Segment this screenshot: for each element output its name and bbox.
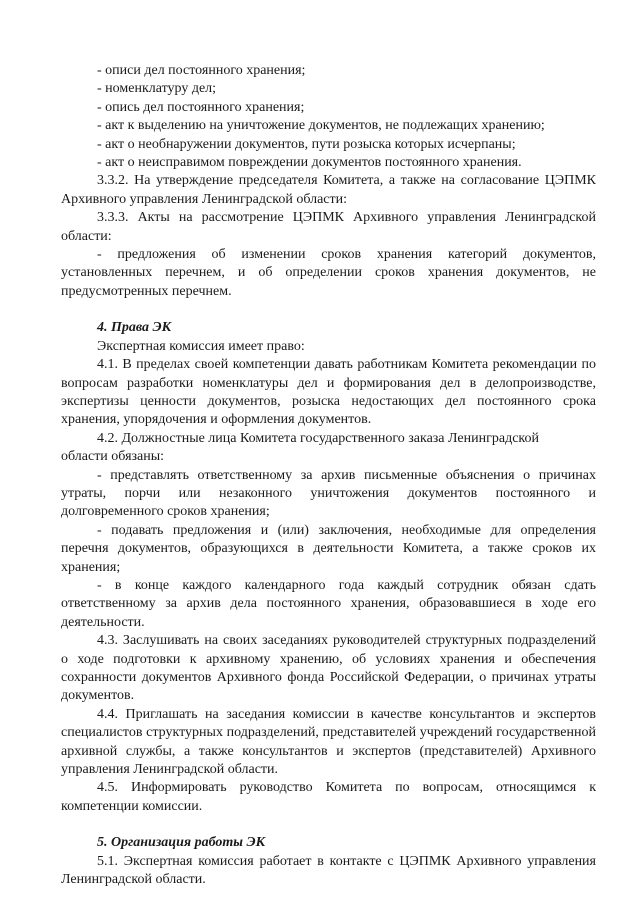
document-list bbox=[61, 62, 596, 172]
section-4-intro: Экспертная комиссия имеет право: bbox=[97, 338, 305, 354]
paragraph-4-4: 4.4. Приглашать на заседания комиссии в качестве консультантов и экспертов специалистов структурных подразделений, представителей учреждений государственной архивной службы, а также консультантов и экспертов (представителей) Архивного управления Ленинградской области. bbox=[61, 706, 596, 778]
paragraph-4-2-item-2: - подавать предложения и (или) заключения, необходимые для определения перечня документов, образующихся в деятельности Комитета, а также сроков их хранения; bbox=[61, 522, 596, 575]
paragraph-3-3-2: 3.3.2. На утверждение председателя Комитета, а также на согласование ЦЭПМК Архивного управления Ленинградской области: bbox=[61, 173, 596, 207]
list-item: - номенклатуру дел; bbox=[97, 81, 217, 97]
list-item: - акт к выделению на уничтожение документов, не подлежащих хранению; bbox=[97, 118, 545, 134]
paragraph-5-1: 5.1. Экспертная комиссия работает в контакте с ЦЭПМК Архивного управления Ленинградской области. bbox=[61, 853, 596, 888]
paragraph-4-1: 4.1. В пределах своей компетенции давать работникам Комитета рекомендации по вопросам разработки номенклатуры дел и формирования дел в делопроизводстве, экспертизы ценности документов, розыска недостающих дел постоянного срока хранения, упорядочения и оформления документов. bbox=[61, 357, 596, 428]
paragraph-4-2-line2: области обязаны: bbox=[61, 449, 165, 465]
list-item: - акт о неисправимом повреждении документов постоянного хранения. bbox=[97, 155, 522, 171]
paragraph-3-3-3-item: - предложения об изменении сроков хранения категорий документов, установленных перечнем, и об определении сроков хранения документов, не предусмотренных перечнем. bbox=[61, 247, 596, 299]
paragraph-4-2-line1: 4.2. Должностные лица Комитета государственного заказа Ленинградской bbox=[97, 430, 539, 446]
list-item: - опись дел постоянного хранения; bbox=[97, 99, 305, 115]
list-item: - описи дел постоянного хранения; bbox=[97, 63, 306, 78]
paragraph-4-2-item-3: - в конце каждого календарного года каждый сотрудник обязан сдать ответственному за архив дела постоянного хранения, образовавшиеся в ходе его деятельности. bbox=[61, 577, 596, 630]
list-item: - акт о необнаружении документов, пути розыска которых исчерпаны; bbox=[97, 136, 516, 152]
paragraph-4-2-item-1: - представлять ответственному за архив письменные объяснения о причинах утраты, порчи или незаконного уничтожения документов постоянного и долговременного сроков хранения; bbox=[61, 467, 596, 520]
paragraph-3-3-3: 3.3.3. Акты на рассмотрение ЦЭПМК Архивного управления Ленинградской области: bbox=[61, 210, 596, 244]
paragraph-4-5: 4.5. Информировать руководство Комитета по вопросам, относящимся к компетенции комиссии. bbox=[61, 780, 596, 814]
paragraph-4-3: 4.3. Заслушивать на своих заседаниях руководителей структурных подразделений о ходе подготовки к архивному хранению, об условиях хранения и обеспечения сохранности документов Архивного фонда Российской Федерации, о причинах утраты документов. bbox=[61, 633, 596, 704]
section-4-heading: 4. Права ЭК bbox=[97, 320, 172, 336]
section-5-heading: 5. Организация работы ЭК bbox=[97, 835, 266, 851]
